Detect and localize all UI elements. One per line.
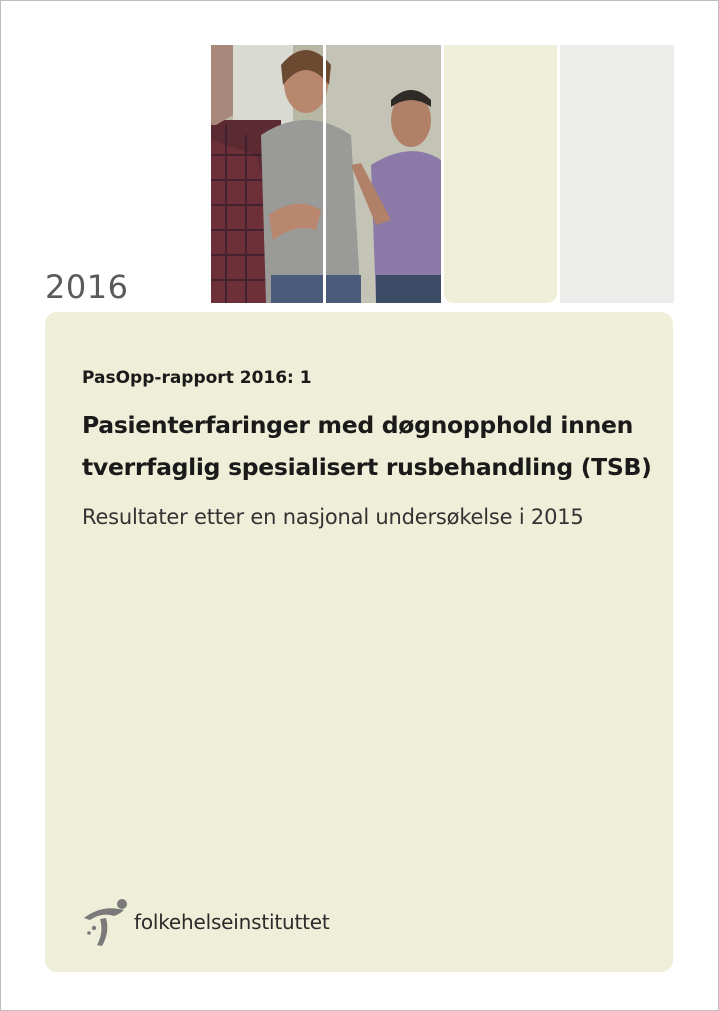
report-title-line2: tverrfaglig spesialisert rusbehandling (TSB): [82, 453, 652, 481]
fhi-logo-icon: [80, 896, 130, 948]
publisher-logo: [80, 896, 329, 948]
report-title-line1: Pasienterfaringer med døgnopphold innen: [82, 411, 634, 439]
decorative-panel-grey: [560, 45, 674, 303]
report-title: [82, 404, 672, 488]
report-year: 2016: [45, 268, 129, 306]
report-series: PasOpp-rapport 2016: 1: [82, 368, 312, 388]
report-subtitle: Resultater etter en nasjonal undersøkelse i 2015: [82, 505, 584, 529]
publisher-name: folkehelseinstituttet: [134, 910, 330, 934]
decorative-panel-beige: [444, 45, 557, 303]
cover-photo: [211, 45, 441, 303]
group-conversation-photo-icon: [211, 45, 441, 303]
